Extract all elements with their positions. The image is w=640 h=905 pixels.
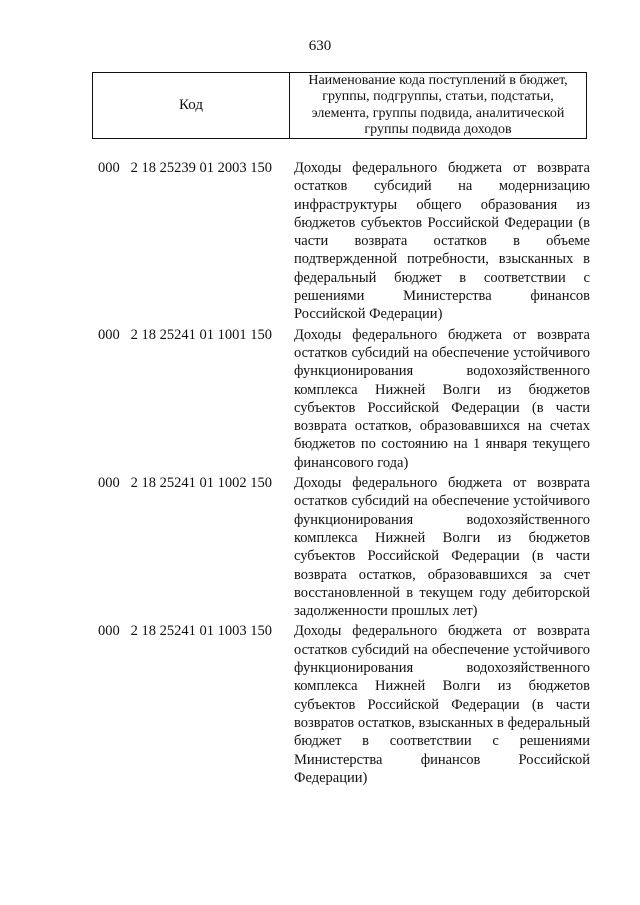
income-code: 000 2 18 25241 01 1002 150 bbox=[98, 475, 272, 492]
header-name-column: Наименование кода поступлений в бюджет, группы, подгруппы, статьи, подстатьи, элемента, группы подвида, аналитической группы подвида доходов bbox=[308, 72, 568, 137]
table-header bbox=[92, 72, 587, 139]
list-item bbox=[98, 474, 590, 620]
income-description: Доходы федерального бюджета от возврата остатков субсидий на модернизацию инфраструктуры общего образования из бюджетов субъектов Российской Федерации (в части возврата остатков в объеме подтвержденной потребности, взысканных в федеральный бюджет в соответствии с решениями Министерства финансов Российской Федерации) bbox=[294, 160, 590, 323]
income-description: Доходы федерального бюджета от возврата остатков субсидий на обеспечение устойчивого функционирования водохозяйственного комплекса Нижней Волги из бюджетов субъектов Российской Федерации (в части возвратов остатков, взысканных в федеральный бюджет в соответствии с решениями Министерства финансов Российской Федерации) bbox=[294, 623, 590, 786]
list-item bbox=[98, 159, 590, 324]
page-number: 630 bbox=[308, 38, 332, 54]
income-code-list bbox=[98, 159, 590, 789]
income-description: Доходы федерального бюджета от возврата остатков субсидий на обеспечение устойчивого функционирования водохозяйственного комплекса Нижней Волги из бюджетов субъектов Российской Федерации (в части возврата остатков, образовавшихся на счетах бюджетов по состоянию на 1 января текущего финансового года) bbox=[294, 326, 590, 471]
list-item bbox=[98, 622, 590, 787]
income-code: 000 2 18 25239 01 2003 150 bbox=[98, 160, 272, 176]
header-code-column: Код bbox=[93, 73, 290, 138]
income-code: 000 2 18 25241 01 1003 150 bbox=[98, 623, 272, 640]
income-description: Доходы федерального бюджета от возврата остатков субсидий на обеспечение устойчивого функционирования водохозяйственного комплекса Нижней Волги из бюджетов субъектов Российской Федерации (в части возврата остатков, образовавшихся за счет восстановленной в текущем году дебиторской задолженности прошлых лет) bbox=[294, 475, 590, 620]
list-item bbox=[98, 326, 590, 472]
income-code: 000 2 18 25241 01 1001 150 bbox=[98, 326, 272, 343]
